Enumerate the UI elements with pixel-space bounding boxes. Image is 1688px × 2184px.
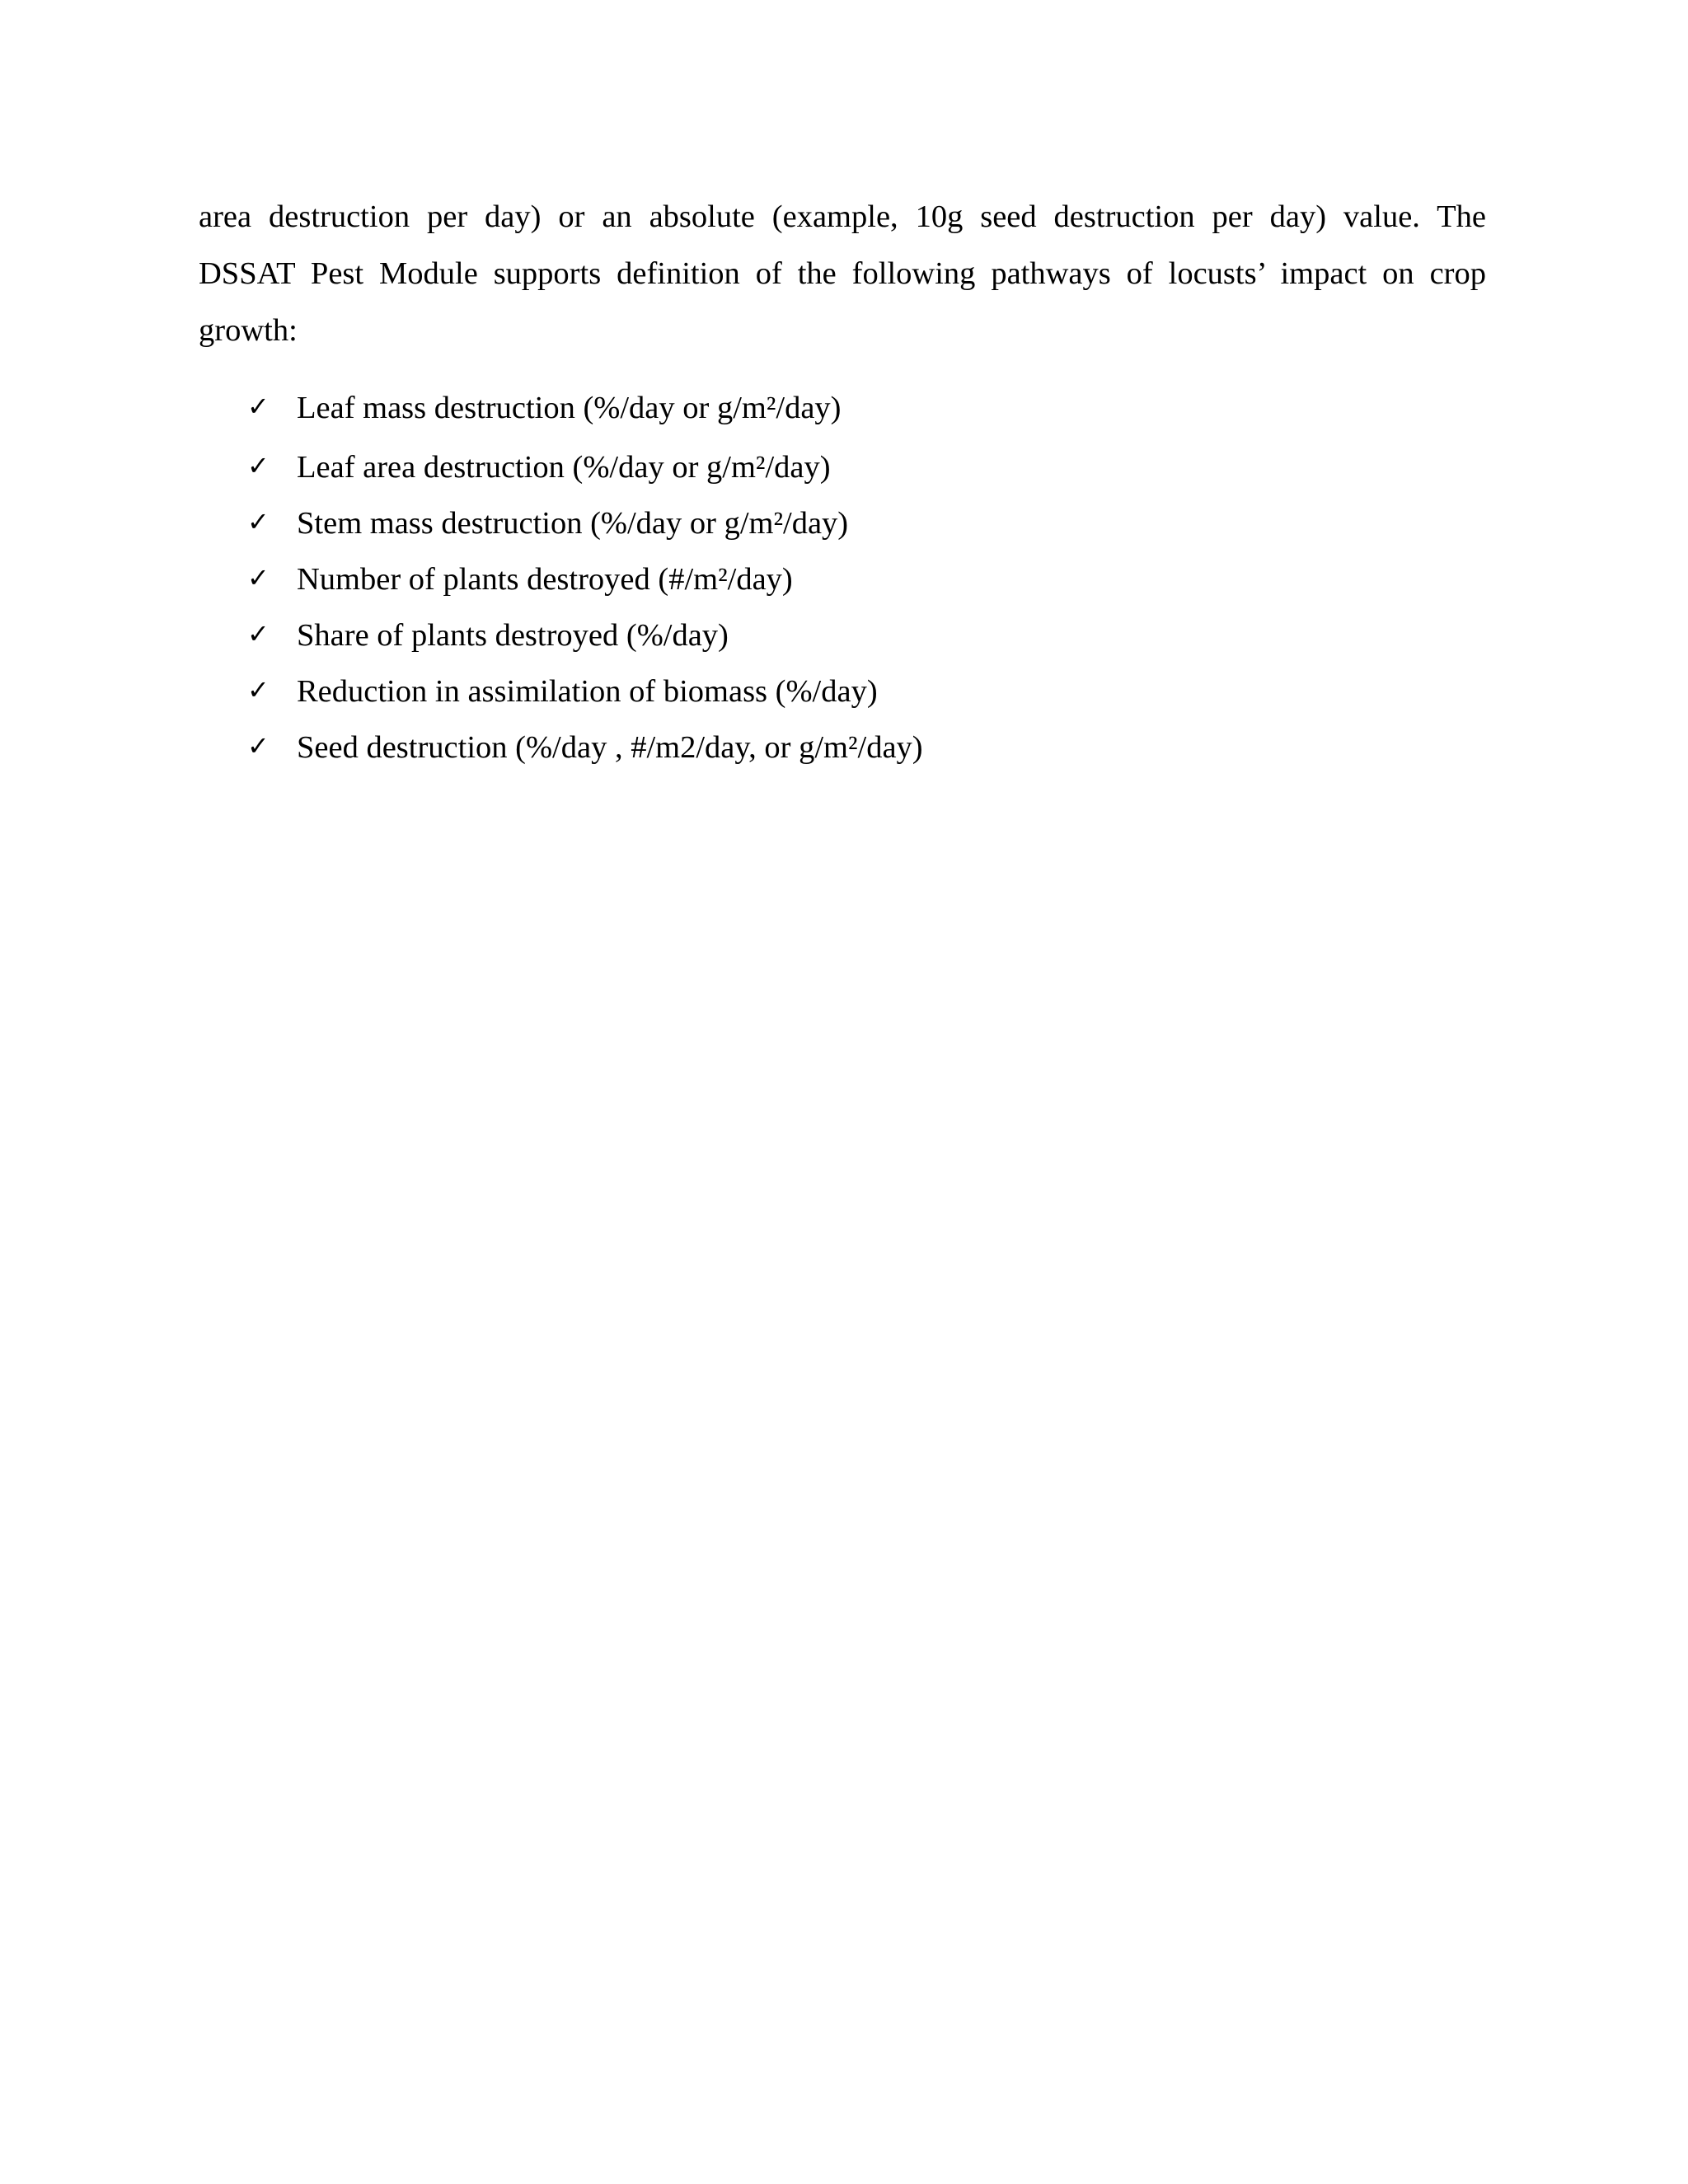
list-item: [247, 495, 923, 552]
list-item-text: Share of plants destroyed (%/day): [297, 618, 729, 653]
list-item-text: Leaf mass destruction (%/day or g/m²/day): [297, 391, 842, 425]
check-icon: ✓: [247, 506, 270, 537]
paragraph-line: DSSAT Pest Module supports definition of the following pathways of locusts’ impact on crop: [199, 256, 1486, 291]
paragraph-line: area destruction per day) or an absolute (example, 10g seed destruction per day) value. The: [199, 199, 1486, 234]
check-icon: ✓: [247, 674, 270, 705]
pathways-checklist: [247, 380, 923, 776]
list-item-text: Leaf area destruction (%/day or g/m²/day): [297, 450, 831, 485]
list-item-text: Reduction in assimilation of biomass (%/day): [297, 674, 878, 709]
check-icon: ✓: [247, 618, 270, 649]
list-item: [247, 439, 923, 496]
list-item: [247, 607, 923, 664]
check-icon: ✓: [247, 730, 270, 762]
check-icon: ✓: [247, 450, 270, 481]
body-paragraph: [199, 189, 1486, 359]
list-item-text: Seed destruction (%/day , #/m2/day, or g/m²/day): [297, 730, 923, 765]
paragraph-line: growth:: [199, 313, 298, 348]
list-item: [247, 551, 923, 608]
list-item: [247, 663, 923, 720]
list-item-text: Number of plants destroyed (#/m²/day): [297, 562, 793, 597]
list-item: [247, 380, 923, 437]
check-icon: ✓: [247, 391, 270, 422]
list-item-text: Stem mass destruction (%/day or g/m²/day): [297, 506, 849, 541]
check-icon: ✓: [247, 562, 270, 593]
list-item: [247, 719, 923, 776]
